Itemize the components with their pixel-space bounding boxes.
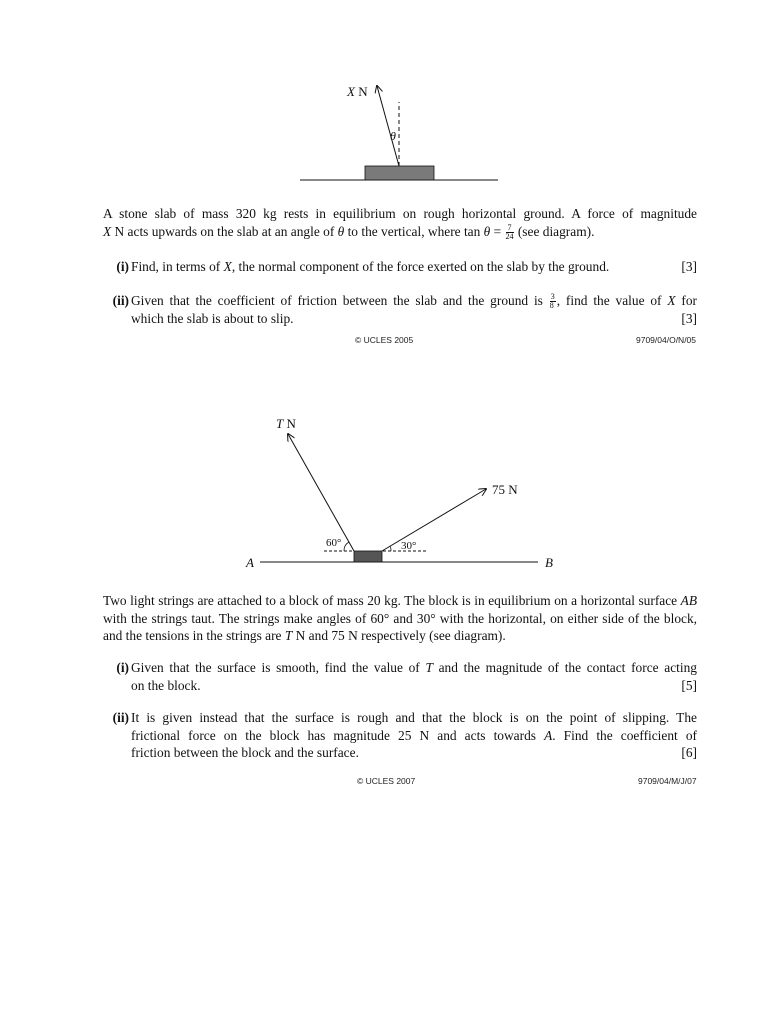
angle-30-arc xyxy=(390,546,391,551)
point-a-label: A xyxy=(246,555,254,570)
q1-part-ii-marks: [3] xyxy=(681,311,697,327)
q2-intro: Two light strings are attached to a block of mass 20 kg. The block is in equilibrium on a horizontal surface AB with the strings taut. The strings make angles of 60° and 30° with the horizontal, on either side of the block, and the tensions in the strings are T N and 75 N respectively (see diagram). xyxy=(103,593,697,643)
q1-part-i xyxy=(103,258,697,276)
q1-part-i-marks: [3] xyxy=(681,259,697,274)
block xyxy=(354,551,382,562)
q2-part-i-marks: [5] xyxy=(681,677,697,693)
point-b-label: B xyxy=(545,555,553,570)
q2-paper-code: 9709/04/M/J/07 xyxy=(638,776,697,786)
q2-part-ii: (ii) It is given instead that the surface is rough and that the block is on the point of slipping. The frictional force on the block has magnitude 25 N and acts towards A. Find the coefficient of [6] friction between the block and the surface. xyxy=(103,709,697,762)
angle-60-label: 60° xyxy=(326,537,342,549)
mu-fraction: $\frac{3}{8}$ xyxy=(549,292,555,311)
q2-copyright: © UCLES 2007 xyxy=(357,776,416,786)
q2-part-ii-marks: [6] xyxy=(681,745,697,760)
q1-part-i-number: (i) xyxy=(116,259,129,274)
force-x-label: X N xyxy=(347,84,368,99)
q2-part-i: (i) Given that the surface is smooth, find the value of T and the magnitude of the contact force acting [5] on the block. xyxy=(103,659,697,694)
tension-t-label: T N xyxy=(276,416,296,431)
angle-30-label: 30° xyxy=(401,540,417,552)
q1-part-ii: (ii) Given that the coefficient of friction between the slab and the ground is $\frac{3}{8}$ , find the value of X for [3] which the slab is about to slip. xyxy=(103,292,697,328)
angle-60-arc xyxy=(344,542,349,551)
strings-block-diagram xyxy=(240,412,560,574)
tan-fraction: $\frac{7}{24}$ xyxy=(505,222,514,241)
q1-copyright: © UCLES 2005 xyxy=(355,335,414,345)
q2-part-i-number: (i) xyxy=(116,660,129,675)
q1-paper-code: 9709/04/O/N/05 xyxy=(636,335,697,345)
q1-intro-line-2: X N acts upwards on the slab at an angle of θ to the vertical, where tan θ = $\frac{7}{24}$ (see diagram). xyxy=(103,222,595,241)
tension-75n-string xyxy=(382,489,486,551)
q1-intro-line-1: A stone slab of mass 320 kg rests in equilibrium on rough horizontal ground. A force of magnitude xyxy=(103,206,697,221)
q1-part-ii-number: (ii) xyxy=(112,293,129,308)
force-x-arrow xyxy=(377,86,399,166)
tension-t-string xyxy=(288,434,354,551)
q1-intro xyxy=(103,205,697,241)
stone-slab xyxy=(365,166,434,180)
tension-75n-label: 75 N xyxy=(492,482,518,497)
theta-label: θ xyxy=(390,129,396,143)
q2-part-ii-number: (ii) xyxy=(112,710,129,725)
slab-force-diagram xyxy=(290,78,510,188)
q1-part-i-text: Find, in terms of X, the normal component of the force exerted on the slab by the ground. xyxy=(131,259,610,274)
